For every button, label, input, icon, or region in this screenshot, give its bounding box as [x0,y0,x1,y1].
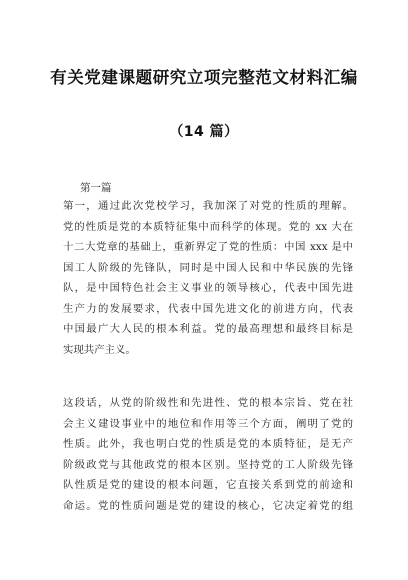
paragraph-line: 实现共产主义。 [63,343,136,356]
document-title: 有关党建课题研究立项完整范文材料汇编 [50,68,358,87]
paragraph-line: 第一，通过此次党校学习，我加深了对党的性质的理解。 [63,200,353,212]
paragraph-line: 命运。党的性质问题是党的建设的核心，它决定着党的组 [63,499,353,512]
paragraph-line: 这段话，从党的阶级性和先进性、党的根本宗旨、党在社 [63,397,353,409]
document-subtitle: （14 篇） [169,124,239,140]
paragraph-line: 会主义建设事业中的地位和作用等三个方面，阐明了党的 [63,417,353,430]
paragraph-line: 队，是中国特色社会主义事业的领导核心，代表中国先进 [63,282,353,294]
paragraph-2 [63,393,353,516]
paragraph-line: 阶级政党与其他政党的根本区别。坚持党的工人阶级先锋 [63,458,353,471]
paragraph-line: 生产力的发展要求，代表中国先进文化的前进方向，代表 [63,302,353,315]
paragraph-line: 党的性质是党的本质特征集中而科学的体现。党的 xx 大在 [63,220,353,233]
paragraph-line: 性质。此外，我也明白党的性质是党的本质特征，是无产 [63,438,353,450]
paragraph-line: 国工人阶级的先锋队，同时是中国人民和中华民族的先锋 [63,261,353,274]
paragraph-line: 队性质是党的建设的根本问题，它直接关系到党的前途和 [63,479,353,491]
paragraph-line: 十二大党章的基础上，重新界定了党的性质：中国 xxx 是中 [63,241,353,253]
paragraph-line: 中国最广大人民的根本利益。党的最高理想和最终目标是 [63,323,353,335]
section-label: 第一篇 [80,182,112,194]
paragraph-1 [63,196,353,360]
